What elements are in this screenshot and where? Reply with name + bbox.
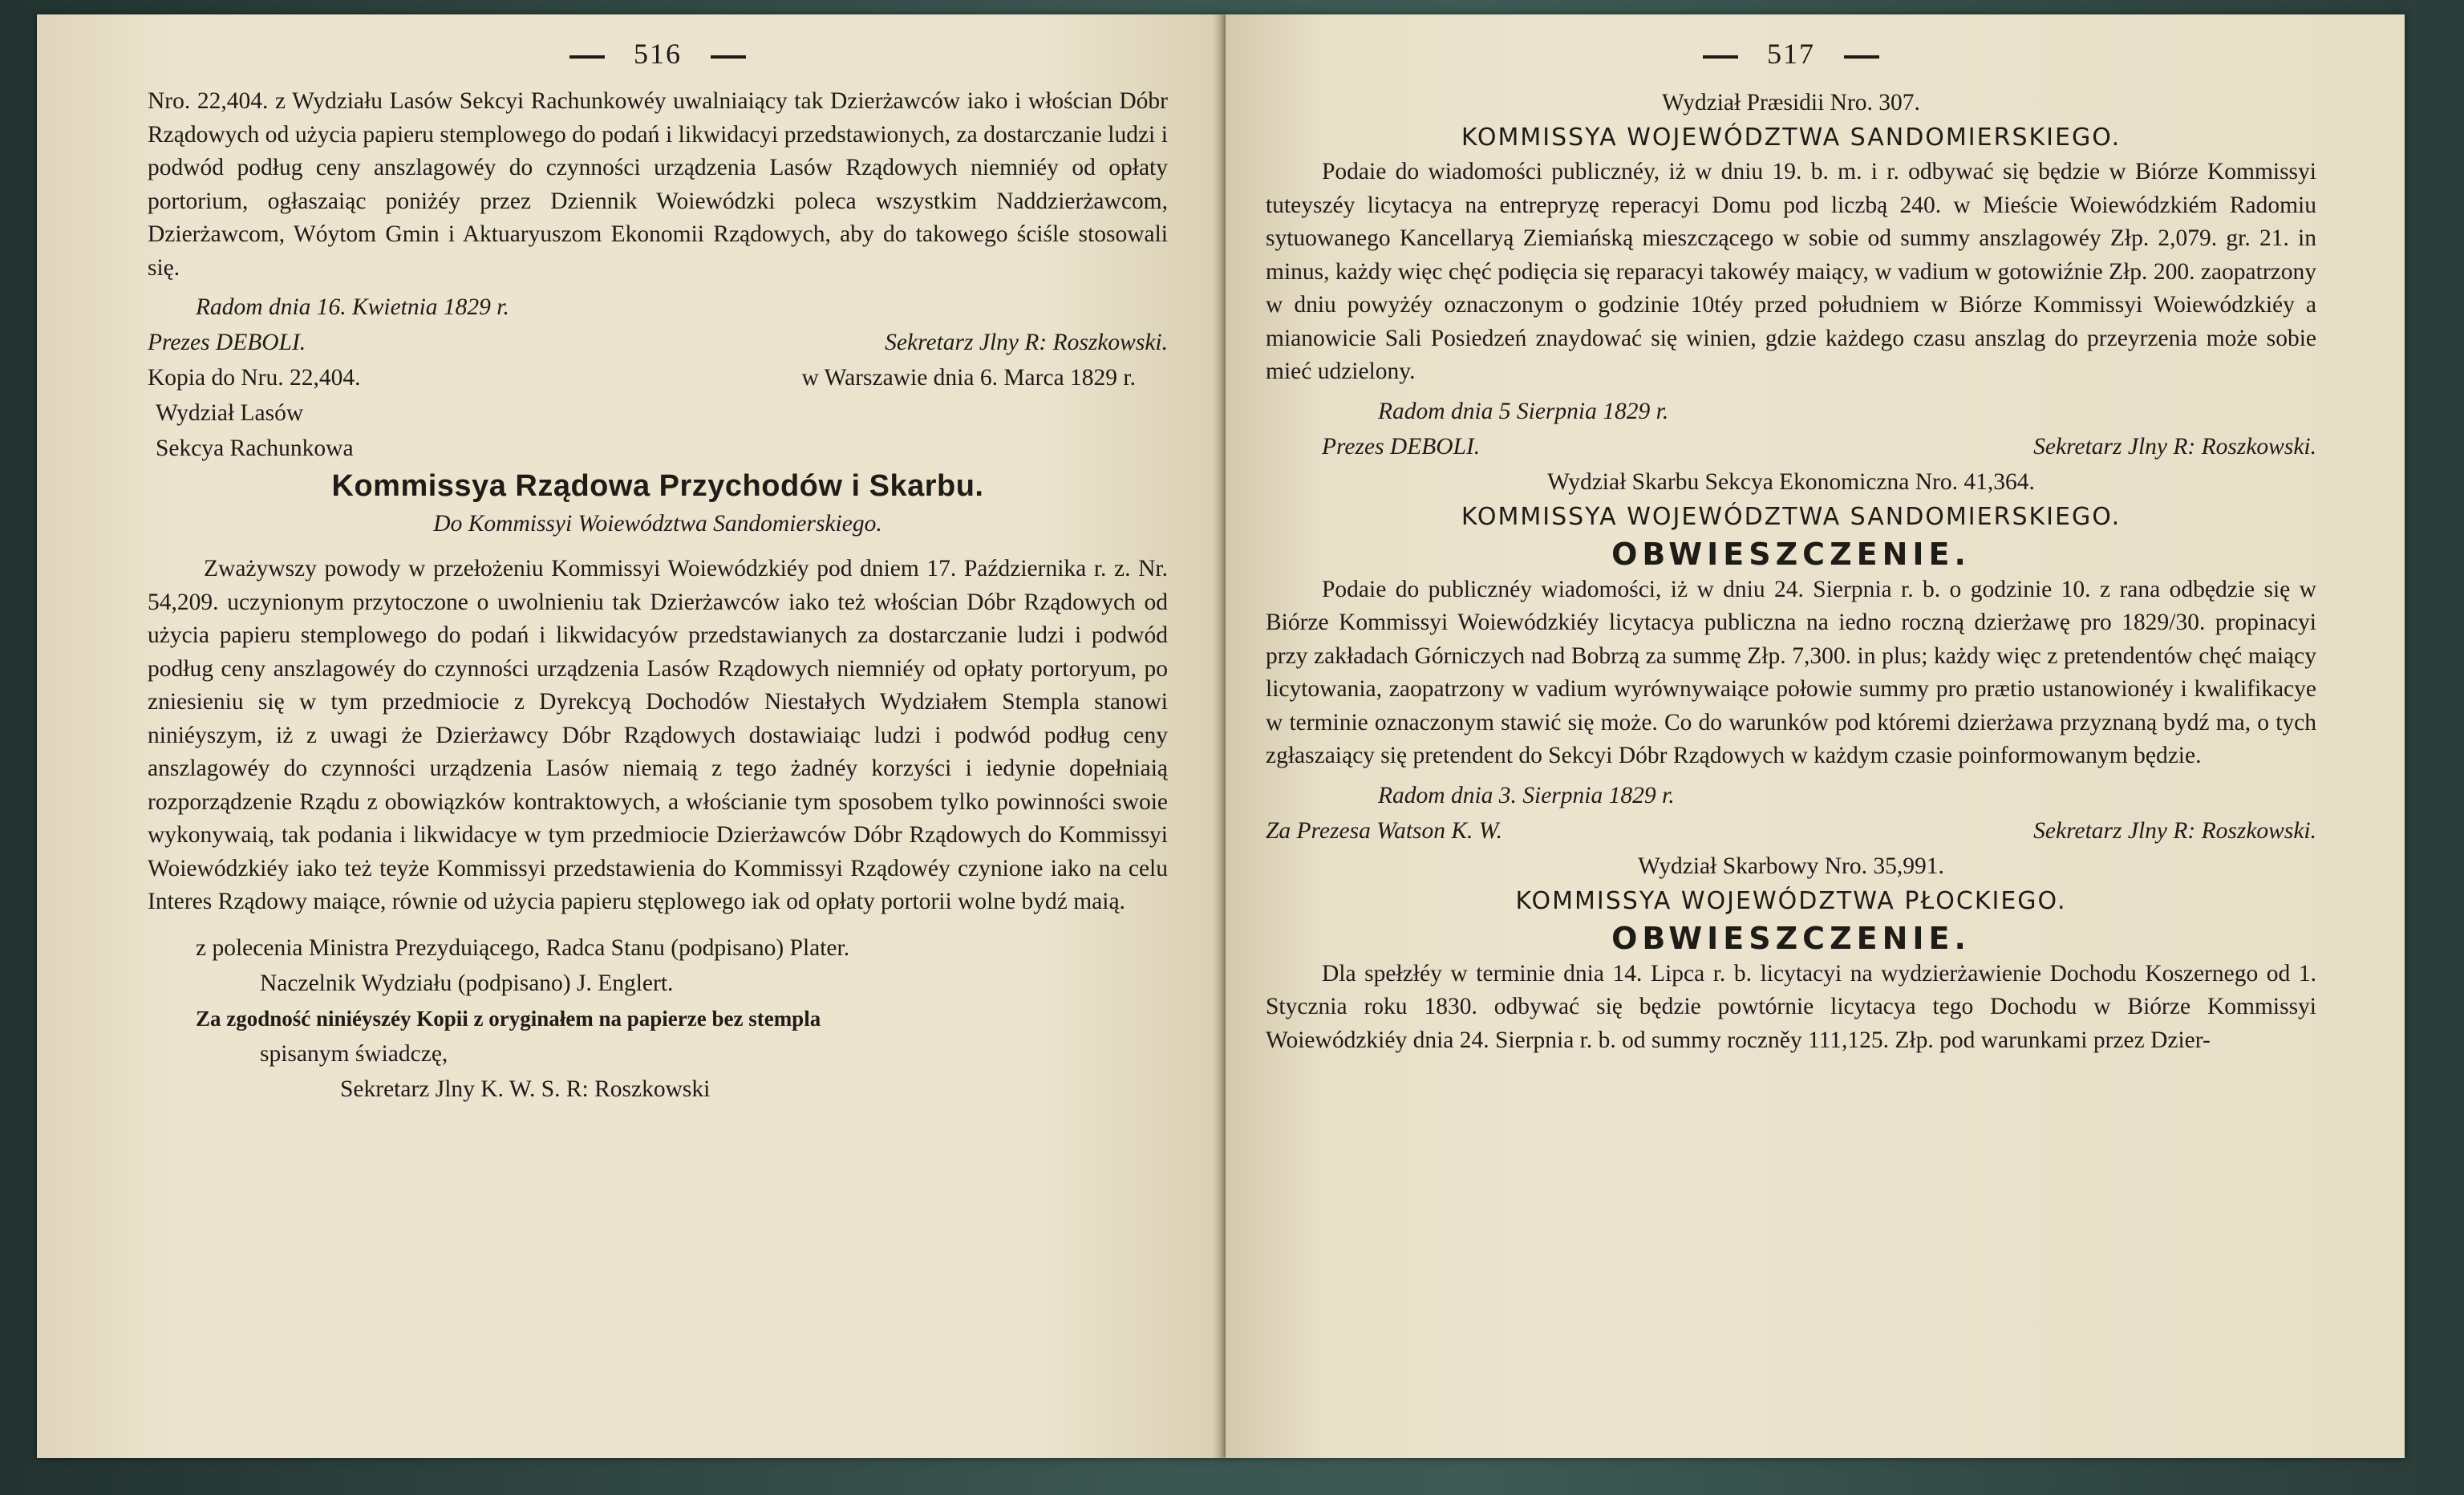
left-subheading: Do Kommissyi Woiewództwa Sandomierskiego. (433, 511, 882, 537)
right-header-1-commission: KOMMISSYA WOJEWÓDZTWA SANDOMIERSKIEGO. (1461, 124, 2122, 152)
right-signature-2-secretary: Sekretarz Jlny R: Roszkowski. (2033, 817, 2316, 844)
right-header-2-commission: KOMMISSYA WOJEWÓDZTWA SANDOMIERSKIEGO. (1461, 502, 2122, 531)
right-signature-1-president: Prezes DEBOLI. (1322, 433, 1481, 460)
left-line-minister: z polecenia Ministra Prezyduiącego, Radca Stanu (podpisano) Plater. (196, 934, 850, 961)
right-page-number: 517 (1266, 37, 2316, 72)
right-paragraph-2: Podaie do publicznéy wiadomości, iż w dniu 24. Sierpnia r. b. o godzinie 10. z rana odbędzie się w Biórze Kommissyi Woiewódzkiéy licytacya publiczna na iedno roczną dzierżawę pro 1829/30. propinacyi przy zakładach Górniczych nad Bobrzą za summę Złp. 7,300. in plus; każdy więc z pretendentów chęć maiący licytowania, zaopatrzony w vadium wyrównywaiące połowie summy pro prætio ustanowionéy i kwalifikacye w terminie oznaczonym stawić się może. Co do warunków pod któremi dzierżawa przyznaną bydź ma, o tych zgłaszaiący się pretendent do Sekcyi Dóbr Rządowych w każdym czasie poinformowanym będzie. (1266, 576, 2316, 768)
left-signature-1 (148, 325, 1168, 360)
right-paragraph-1: Podaie do wiadomości publicznéy, iż w dniu 19. b. m. i r. odbywać się będzie w Biórze Kommissyi tuteyszéy licytacya na entrepryzę reperacyi Domu pod liczbą 240. w Mieście Woiewódzkiém Radomiu sytuowanego Kancellaryą Ziemiańską mieszczącego w sobie od summy anszlagowéy Złp. 2,079. gr. 21. in minus, każdy więc chęć podięcia się reparacyi takowéy maiący, w vadium w gotowiźnie Złp. 200. zaopatrzony w dniu powyżéy oznaczonym o godzinie 10téy przed południem w Biórze Kommissyi Woiewódzkiéy a mianowicie Sali Posiedzeń znaydować się winien, gdzie każdego czasu anszlag do przeyrzenia może sobie mieć udzielony. (1266, 159, 2316, 384)
left-line-attest: Za zgodność niniéyszéy Kopii z oryginałem na papierze bez stempla (196, 1006, 821, 1031)
left-paragraph-1: Nro. 22,404. z Wydziału Lasów Sekcyi Rachunkowéy uwalniaiący tak Dzierżawców iako i włościan Dóbr Rządowych od użycia papieru stemplowego do podań i likwidacyi przedstawionych, za dostarczanie ludzi i podwód podług ceny anszlagowéy do czynności urządzenia Lasów Rządowych niemniéy od opłaty portorium, ogłaszaiąc poniżéy przez Dziennik Woiewódzki poleca wszystkim Naddzierżawcom, Dzierżawcom, Wóytom Gmin i Aktuaryuszom Ekonomii Rządowych, aby do takowego ściśle stosowali się. (148, 88, 1168, 281)
right-signature-2-president: Za Prezesa Watson K. W. (1266, 817, 1503, 844)
right-signature-2 (1266, 813, 2316, 849)
left-date-1: Radom dnia 16. Kwietnia 1829 r. (196, 294, 509, 320)
right-header-2-title: OBWIESZCZENIE. (1611, 536, 1971, 572)
left-page (37, 14, 1226, 1458)
right-signature-1 (1266, 429, 2316, 464)
right-header-3-title: OBWIESZCZENIE. (1611, 920, 1971, 956)
right-header-1-dept: Wydział Præsidii Nro. 307. (1662, 90, 1920, 115)
left-signature-1-president: Prezes DEBOLI. (148, 330, 306, 355)
right-date-1: Radom dnia 5 Sierpnia 1829 r. (1378, 398, 1669, 424)
left-dept-1: Wydział Lasów (156, 400, 304, 426)
right-header-2-dept: Wydział Skarbu Sekcya Ekonomiczna Nro. 41,364. (1547, 468, 2035, 495)
right-header-3-dept: Wydział Skarbowy Nro. 35,991. (1638, 853, 1944, 879)
left-copy-line (148, 360, 1168, 395)
left-line-secretary: Sekretarz Jlny K. W. S. R: Roszkowski (340, 1076, 711, 1102)
right-date-2: Radom dnia 3. Sierpnia 1829 r. (1378, 782, 1675, 808)
right-signature-1-secretary: Sekretarz Jlny R: Roszkowski. (2033, 433, 2316, 460)
left-page-number: 516 (148, 37, 1168, 72)
right-header-3-commission: KOMMISSYA WOJEWÓDZTWA PŁOCKIEGO. (1515, 886, 2067, 915)
left-paragraph-2: Zważywszy powody w przełożeniu Kommissyi Woiewódzkiéy pod dniem 17. Października r. z. Nr. 54,209. uczynionym przytoczone o uwolnieniu tak Dzierżawców iako też włościan Dóbr Rządowych od użycia papieru stemplowego do podań i likwidacyów przedstawianych za dostarczanie ludzi i podwód podług ceny anszlagowéy do czynności urządzenia Lasów Rządowych niemniéy od opłaty portoryum, po zniesieniu się w tym przedmiocie z Dyrekcyą Dochodów Niestałych Wydziałem Stempla stanowi niniéyszym, iż z uwagi że Dzierżawcy Dóbr Rządowych dostawiaiąc ludzi i podwód podług ceny anszlagowéy do czynności urządzenia Lasów niemaią z tego żadnéy korzyści i iedynie dopełniaią rozporządzenie Rządu z obowiązków kontraktowych, a włościanie tym sposobem tylko powinności swoie wykonywaią, tak podania i likwidacye w tym przedmiocie Dzierżawców Dóbr Rządowych do Kommissyi Woiewódzkiéy iako też teyże Kommissyi przedstawienia do Kommissyi Rządowéy czynione iako na celu Interes Rządowy maiące, równie od użycia papieru stęplowego iak od opłaty portorii wolne bydź maią. (148, 556, 1168, 914)
right-page (1226, 14, 2405, 1458)
left-heading: Kommissya Rządowa Przychodów i Skarbu. (331, 469, 984, 503)
right-paragraph-3: Dla spełzłéy w terminie dnia 14. Lipca r. b. licytacyi na wydzierżawienie Dochodu Koszernego od 1. Stycznia roku 1830. odbywać się będzie powtórnie licytacya tego Dochodu w Biórze Kommissyi Woiewódzkiéy dnia 24. Sierpnia r. b. od summy roczněy 111,125. Złp. pod warunkami przez Dzier- (1266, 960, 2316, 1053)
left-line-attest-2: spisanym świadczę, (260, 1040, 448, 1067)
left-dept-2: Sekcya Rachunkowa (156, 436, 354, 461)
left-copy-date: w Warszawie dnia 6. Marca 1829 r. (801, 365, 1136, 391)
left-line-naczelnik: Naczelnik Wydziału (podpisano) J. Englert. (260, 970, 674, 996)
left-copy-number: Kopia do Nru. 22,404. (148, 365, 361, 391)
left-signature-1-secretary: Sekretarz Jlny R: Roszkowski. (885, 330, 1168, 355)
